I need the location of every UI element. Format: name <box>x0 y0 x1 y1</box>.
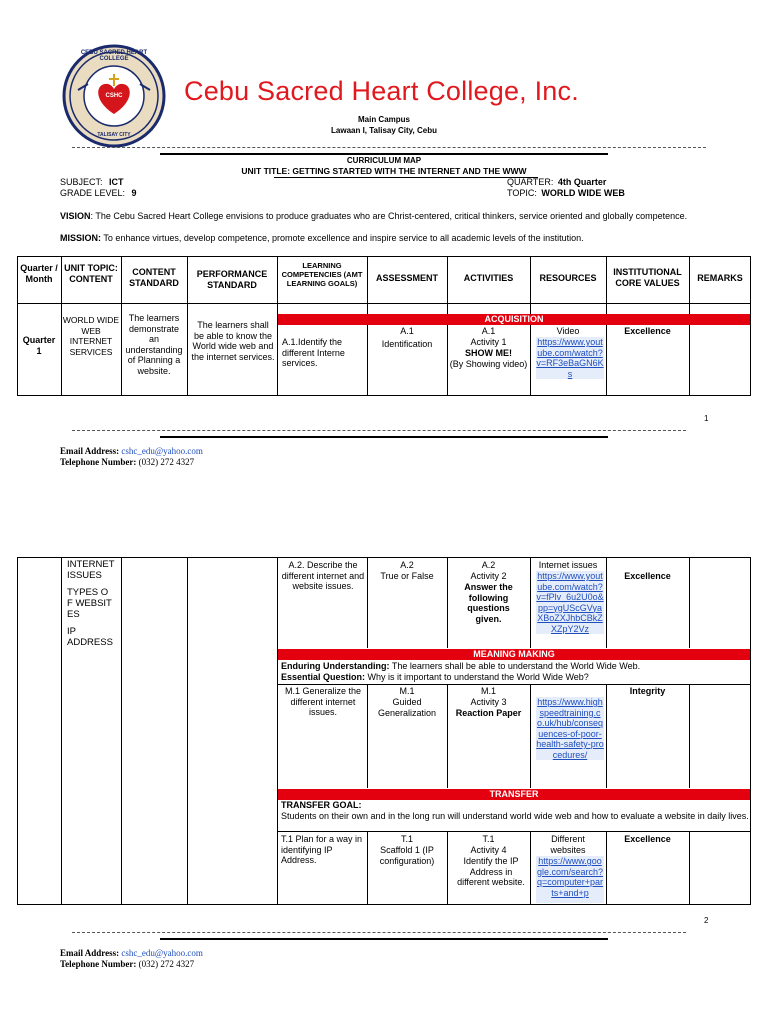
t1-assessment-code: T.1 <box>400 834 413 844</box>
row1-core-value: Excellence <box>624 326 671 336</box>
vision-text: VISION: The Cebu Sacred Heart College envisions to produce graduates who are Christ-centered, critical thinkers, service oriented and globally competence. <box>60 211 688 221</box>
header-resources: RESOURCES <box>539 273 597 283</box>
row1-assessment: Identification <box>381 339 433 349</box>
phone-line-2: Telephone Number: (032) 272 4327 <box>60 959 195 969</box>
transfer-bar: TRANSFER <box>278 789 750 800</box>
header-quarter: Quarter / Month <box>20 263 58 284</box>
transfer-goal-text: Students on their own and in the long run will understand world wide web and how to evaluate a website in daily lives. <box>281 811 749 821</box>
a2-activity-name: Answer the following questions given. <box>464 582 513 624</box>
row1-quarter: Quarter 1 <box>22 335 56 356</box>
topic-value: WORLD WIDE WEB <box>541 188 625 198</box>
unit-topic-types-of-websites: TYPES OF WEBSITES <box>67 587 112 620</box>
row1-assessment-code: A.1 <box>400 326 414 336</box>
t1-resource-label: Different websites <box>550 834 586 855</box>
m1-competency: M.1 Generalize the different internet issues. <box>284 686 362 717</box>
m1-core-value: Integrity <box>629 686 666 696</box>
header-divider <box>72 147 706 148</box>
t1-competency: T.1 Plan for a way in identifying IP Address. <box>281 834 363 865</box>
subject-value: ICT <box>109 177 124 187</box>
campus-label: Main Campus <box>357 115 410 124</box>
footer-divider-1 <box>72 430 686 431</box>
seal-center-text: CSHC <box>105 93 123 99</box>
unit-topic-internet-issues: INTERNET ISSUES <box>67 559 115 581</box>
email-link-2[interactable]: cshc_edu@yahoo.com <box>121 948 203 958</box>
title-rule <box>160 153 608 155</box>
subject-line: SUBJECT: ICT <box>60 177 124 187</box>
unit-title: UNIT TITLE: GETTING STARTED WITH THE INTERNET AND THE WWW <box>241 166 527 176</box>
m1-activity-name: Reaction Paper <box>455 708 522 718</box>
essential-question: Essential Question: Why is it important to understand the World Wide Web? <box>281 672 589 682</box>
m1-assessment-code: M.1 <box>399 686 415 696</box>
t1-resource-link[interactable]: https://www.google.com/search?q=computer+parts+and+p <box>536 856 604 903</box>
enduring-understanding: Enduring Understanding: The learners shall be able to understand the World Wide Web. <box>281 661 641 671</box>
row1-unit-topic: WORLD WIDE WEB INTERNET SERVICES <box>62 315 120 357</box>
email-link-1[interactable]: cshc_edu@yahoo.com <box>121 446 203 456</box>
topic-line: TOPIC: WORLD WIDE WEB <box>507 188 625 198</box>
m1-activity-num: Activity 3 <box>470 697 507 707</box>
seal-ring-text: CEBU SACRED HEART COLLEGE <box>80 50 148 62</box>
header-unit-topic: UNIT TOPIC: CONTENT <box>64 263 118 284</box>
college-name: Cebu Sacred Heart College, Inc. <box>184 76 579 106</box>
row1-resource-label: Video <box>556 326 580 336</box>
page-number-1: 1 <box>704 414 709 423</box>
a2-core-value: Excellence <box>624 571 671 581</box>
a2-competency: A.2. Describe the different internet and website issues. <box>281 560 365 591</box>
t1-activity-num: Activity 4 <box>470 845 507 855</box>
phone-line-1: Telephone Number: (032) 272 4327 <box>60 457 195 467</box>
row1-competency: A.1.Identify the different Interne services. <box>282 337 345 368</box>
a2-activity-code: A.2 <box>481 560 496 570</box>
header-assessment: ASSESSMENT <box>375 273 438 283</box>
a2-assessment-code: A.2 <box>400 560 414 570</box>
email-line-1: Email Address: cshc_edu@yahoo.com <box>60 446 203 456</box>
t1-assessment: Scaffold 1 (IP configuration) <box>379 845 435 866</box>
m1-activity-code: M.1 <box>480 686 496 696</box>
row1-activity-name: SHOW ME! <box>465 348 512 358</box>
row1-performance-standard: The learners shall be able to know the World wide web and the internet services. <box>191 320 275 362</box>
footer-divider-2 <box>72 932 686 933</box>
unit-title-underline <box>274 177 538 178</box>
row1-activity-num: Activity 1 <box>470 337 507 347</box>
a2-activity-num: Activity 2 <box>470 571 507 581</box>
header-remarks: REMARKS <box>697 273 743 283</box>
campus-address: Lawaan I, Talisay City, Cebu <box>331 126 437 135</box>
t1-core-value: Excellence <box>624 834 671 844</box>
acquisition-bar: ACQUISITION <box>278 314 750 325</box>
t1-activity-code: T.1 <box>482 834 495 844</box>
a2-resource-link[interactable]: https://www.youtube.com/watch?v=fPlv_6u2U0o&pp=ygUScGVyaXBoZXJhbCBkZXZpY2Vz <box>536 571 604 634</box>
quarter-value: 4th Quarter <box>557 177 607 187</box>
grade-line: GRADE LEVEL: 9 <box>60 188 137 198</box>
unit-topic-ip-address: IP ADDRESS <box>67 626 113 648</box>
a2-assessment: True or False <box>380 571 434 581</box>
grade-value: 9 <box>131 188 137 198</box>
row1-content-standard: The learners demonstrate an understanding of Planning a website. <box>125 313 183 376</box>
email-line-2: Email Address: cshc_edu@yahoo.com <box>60 948 203 958</box>
header-content-standard: CONTENT STANDARD <box>129 267 179 288</box>
page-number-2: 2 <box>704 916 709 925</box>
a2-resource-label: Internet issues <box>538 560 598 570</box>
row1-activity-note: (By Showing video) <box>449 359 528 369</box>
map-title: CURRICULUM MAP <box>346 156 422 165</box>
header-activities: ACTIVITIES <box>463 273 514 283</box>
row2-unit-topics <box>67 559 121 648</box>
college-seal <box>62 44 166 148</box>
seal-bottom-text: TALISAY CITY <box>97 132 131 138</box>
transfer-goal-label: TRANSFER GOAL: <box>281 800 362 810</box>
row1-resource-link[interactable]: https://www.youtube.com/watch?v=RF3eBaGN6Ks <box>536 337 604 379</box>
m1-assessment: Guided Generalization <box>377 697 437 718</box>
header-performance-standard: PERFORMANCE STANDARD <box>196 269 268 290</box>
t1-activity-name: Identify the IP Address in different website. <box>457 856 525 887</box>
row1-activity-code: A.1 <box>481 326 496 336</box>
quarter-line: QUARTER: 4th Quarter <box>507 177 607 187</box>
header-core-values: INSTITUTIONAL CORE VALUES <box>613 267 682 288</box>
mission-text: MISSION: To enhance virtues, develop competence, promote excellence and inspire service to all academic levels of the institution. <box>60 233 584 243</box>
header-competencies: LEARNING COMPETENCIES (AMT LEARNING GOALS) <box>281 261 363 288</box>
m1-resource-link[interactable]: https://www.highspeedtraining.co.uk/hub/consequences-of-poor-health-safety-procedures/ <box>536 697 604 760</box>
meaning-making-bar: MEANING MAKING <box>278 649 750 660</box>
